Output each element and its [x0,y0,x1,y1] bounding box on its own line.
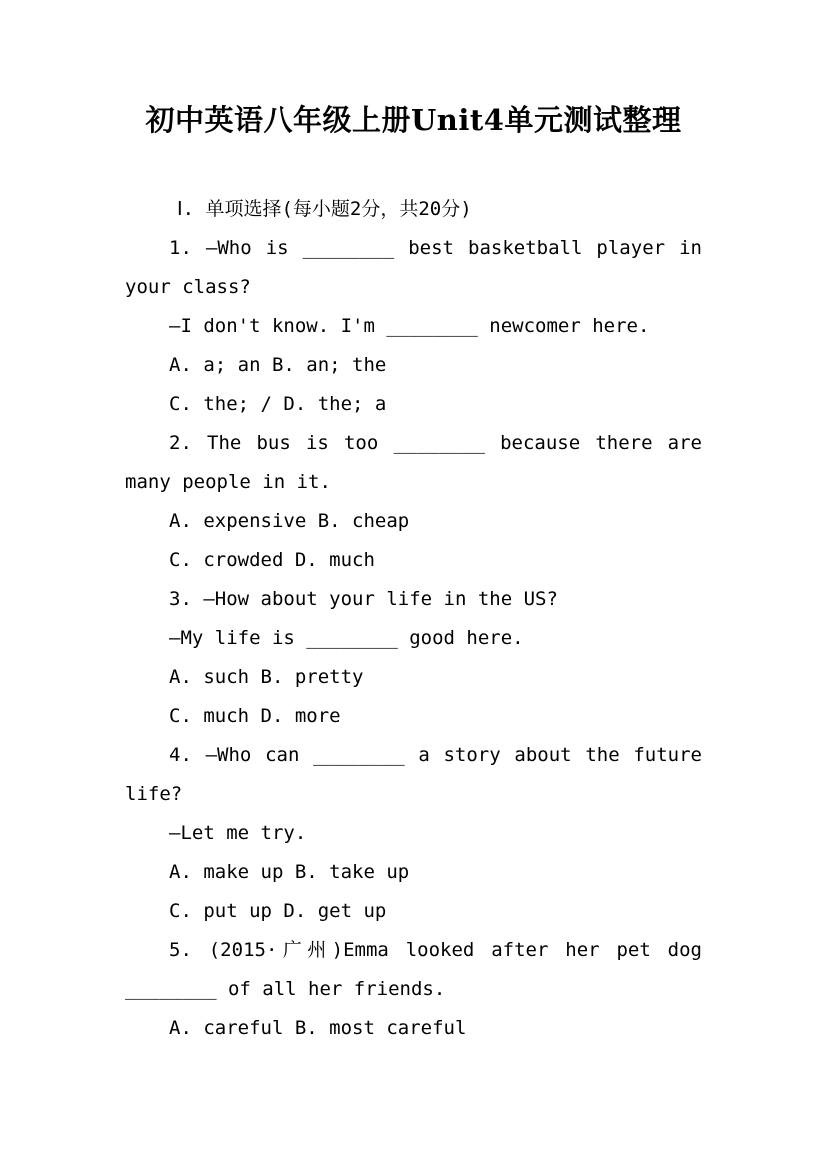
question-2-line-2: many people in it. [125,471,331,493]
question-5-line-1: 5. (2015·广州)Emma looked after her pet dog [169,939,702,961]
question-4-line-1: 4. —Who can ________ a story about the future [169,744,702,766]
question-1-options-ab: A. a; an B. an; the [169,354,387,376]
question-2-line-1: 2. The bus is too ________ because there are [169,432,702,454]
question-1-options-cd: C. the; / D. the; a [169,393,387,415]
question-2-options-cd: C. crowded D. much [169,549,375,571]
question-1-line-1: 1. —Who is ________ best basketball player in [169,237,702,259]
document-body [125,190,702,1048]
question-3-line-1: 3. —How about your life in the US? [169,588,558,610]
question-3-line-2: —My life is ________ good here. [169,627,524,649]
question-4-options-cd: C. put up D. get up [169,900,387,922]
question-3-options-ab: A. such B. pretty [169,666,364,688]
document-title: 初中英语八年级上册Unit4单元测试整理 [145,103,682,137]
section-heading: Ⅰ. 单项选择(每小题2分，共20分) [177,198,472,220]
question-3-options-cd: C. much D. more [169,705,341,727]
question-1-line-3: —I don't know. I'm ________ newcomer here. [169,315,650,337]
question-1-line-2: your class? [125,276,251,298]
question-4-options-ab: A. make up B. take up [169,861,410,883]
question-4-line-2: life? [125,783,183,805]
question-5-options-ab: A. careful B. most careful [169,1017,467,1039]
question-2-options-ab: A. expensive B. cheap [169,510,410,532]
question-4-line-3: —Let me try. [169,822,307,844]
question-5-line-2: ________ of all her friends. [125,978,446,1000]
